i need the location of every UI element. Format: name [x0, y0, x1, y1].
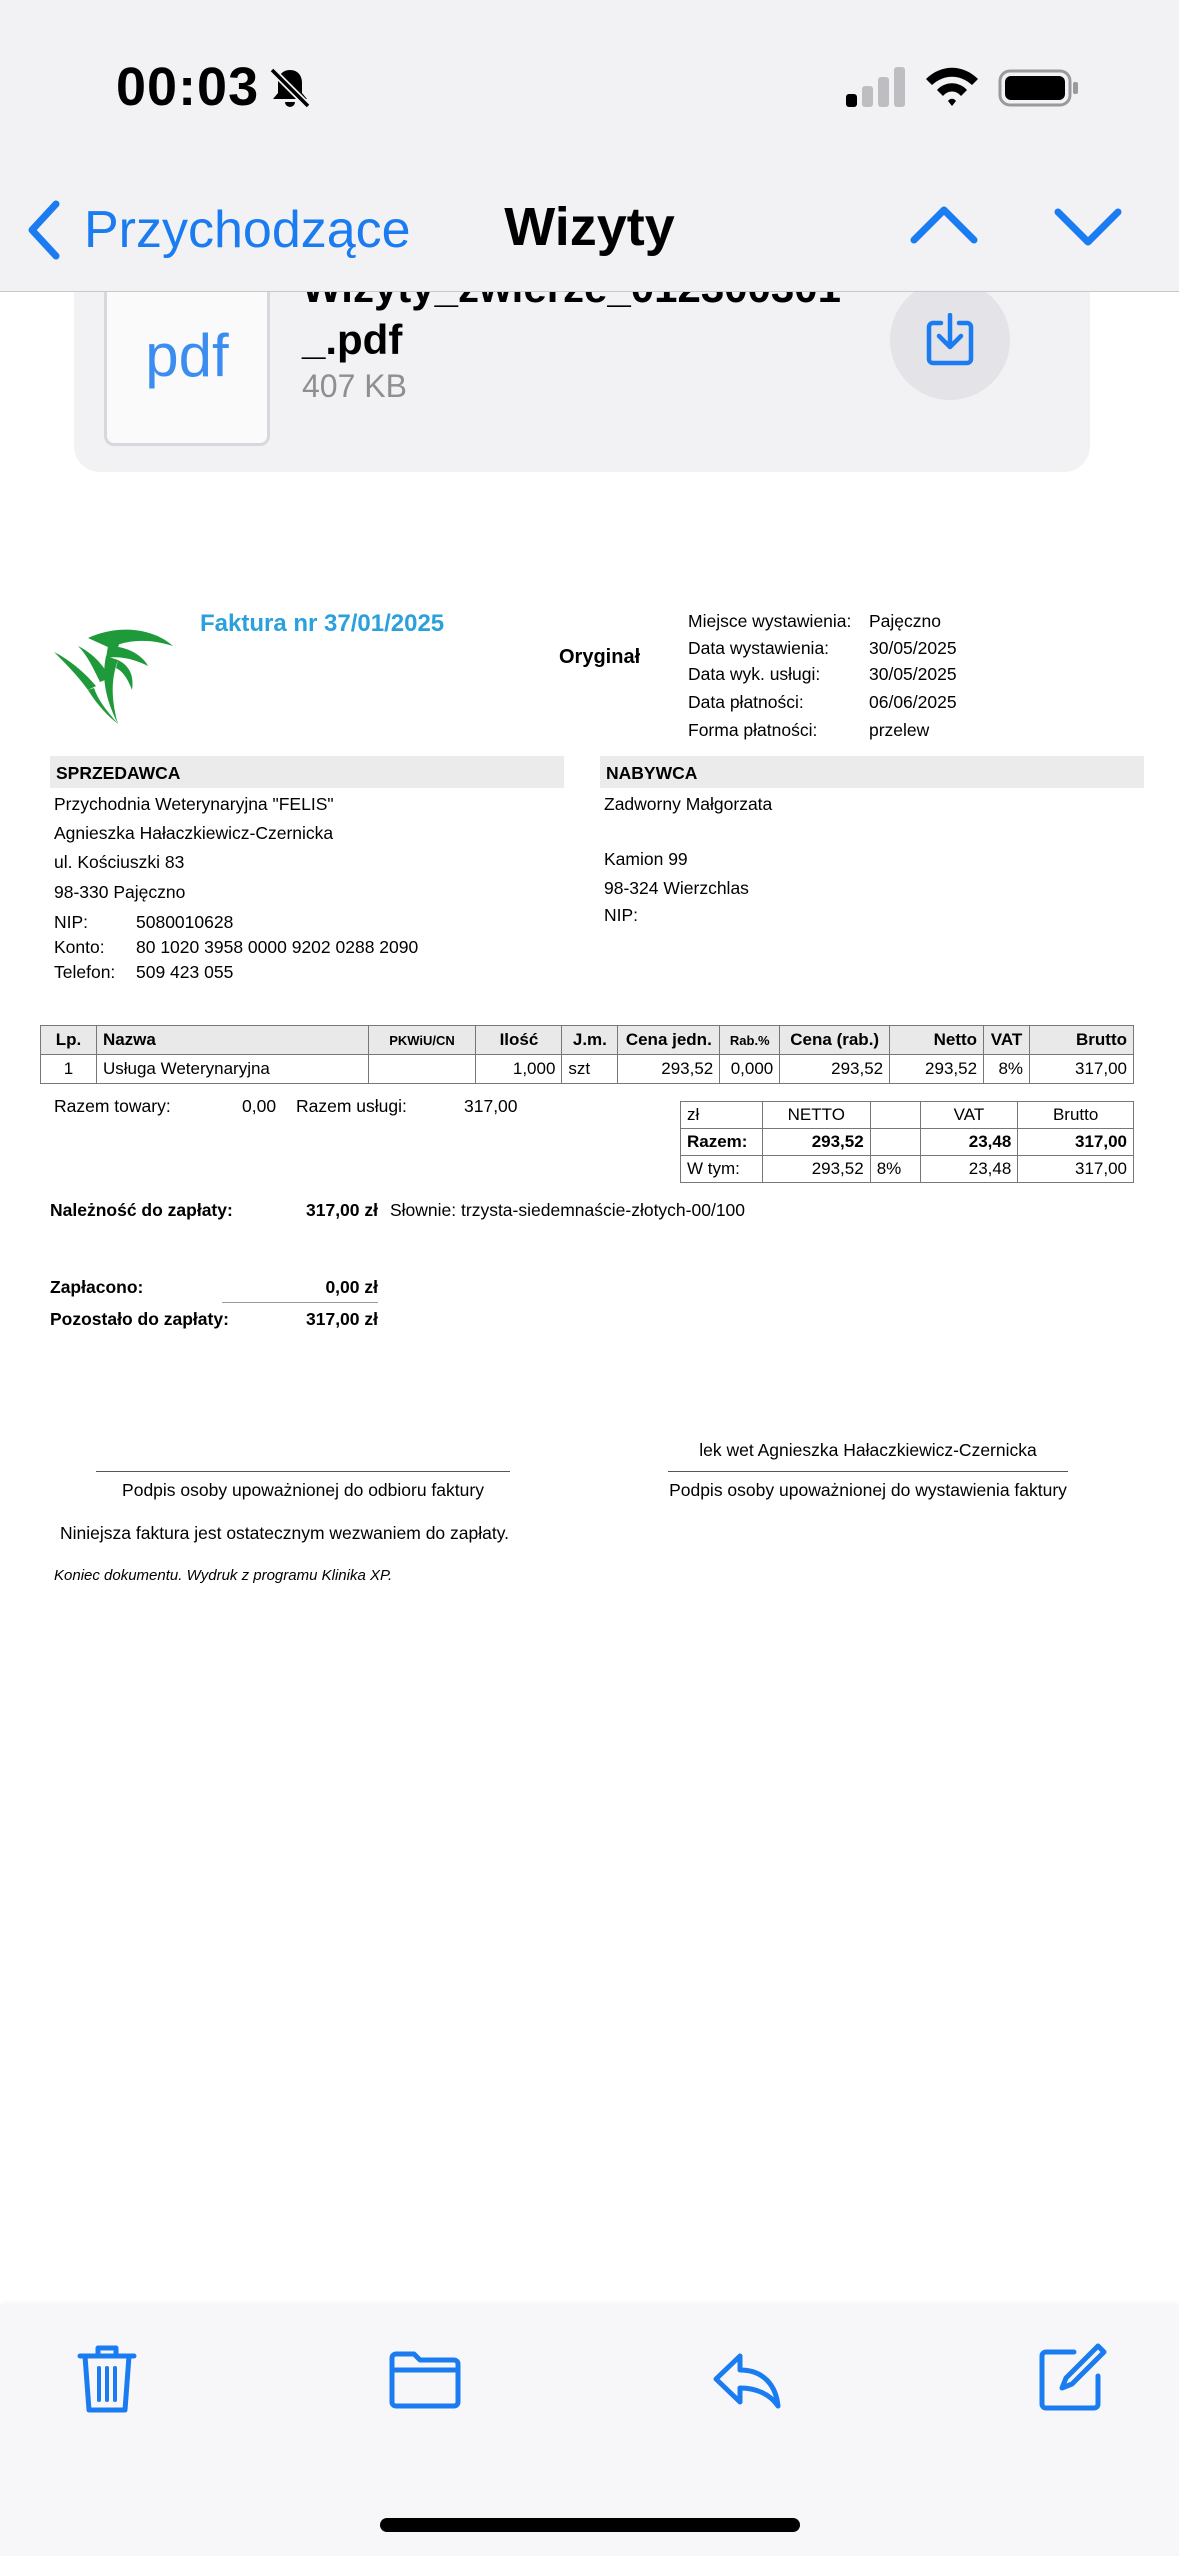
column-header: Cena jedn.: [618, 1026, 720, 1055]
cell-name: Usługa Weterynaryjna: [96, 1055, 368, 1084]
table-header-row: [41, 1026, 1134, 1055]
cell-vat: 8%: [984, 1055, 1030, 1084]
cell-price-rab: 293,52: [780, 1055, 890, 1084]
compose-icon[interactable]: [1034, 2342, 1108, 2416]
seller-line: Przychodnia Weterynaryjna "FELIS": [54, 794, 334, 814]
signature-line: [668, 1471, 1068, 1472]
cell-unit: szt: [562, 1055, 618, 1084]
column-header: PKWiU/CN: [368, 1026, 476, 1055]
pdf-thumb-label: pdf: [145, 322, 229, 389]
table-header-row: [681, 1102, 1134, 1129]
meta-label: Forma płatności:: [688, 720, 818, 740]
home-indicator[interactable]: [380, 2518, 800, 2532]
cell: 8%: [870, 1156, 920, 1183]
vat-summary-table: [680, 1101, 1134, 1183]
wifi-icon: [924, 64, 980, 108]
column-header: Netto: [890, 1026, 984, 1055]
meta-label: Data wystawienia:: [688, 638, 830, 658]
column-header: VAT: [984, 1026, 1030, 1055]
cell: W tym:: [681, 1156, 763, 1183]
original-label: Oryginał: [559, 646, 641, 668]
due-label: Należność do zapłaty:: [50, 1200, 233, 1220]
reply-icon[interactable]: [710, 2342, 784, 2416]
trash-icon[interactable]: [70, 2342, 144, 2416]
invoice-title: Faktura nr 37/01/2025: [200, 610, 445, 637]
seller-konto: 80 1020 3958 0000 9202 0288 2090: [136, 937, 419, 957]
seller-line: ul. Kościuszki 83: [54, 852, 185, 872]
seller-line: 98-330 Pajęczno: [54, 882, 186, 902]
download-icon: [925, 313, 975, 367]
cell: Razem:: [681, 1129, 763, 1156]
meta-label: Miejsce wystawienia:: [688, 611, 852, 631]
remaining-value: 317,00 zł: [306, 1309, 378, 1329]
meta-value: Pajęczno: [869, 611, 941, 631]
razem-towary-label: Razem towary:: [54, 1096, 171, 1116]
attachment-name-ext: _.pdf: [302, 316, 403, 363]
cell: Brutto: [1018, 1102, 1134, 1129]
amount-in-words: Słownie: trzysta-siedemnaście-złotych-00/100: [390, 1200, 746, 1220]
buyer-address: Kamion 99: [604, 849, 688, 869]
cell: NETTO: [762, 1102, 870, 1129]
clinic-logo-icon: [48, 616, 178, 730]
cell-pkwiu: [368, 1055, 476, 1084]
attachment-size: 407 KB: [302, 368, 407, 404]
column-header: Ilość: [476, 1026, 562, 1055]
cell: 317,00: [1018, 1129, 1134, 1156]
end-note: Koniec dokumentu. Wydruk z programu Klinika XP.: [54, 1567, 393, 1584]
due-value: 317,00 zł: [306, 1200, 378, 1220]
meta-value: 06/06/2025: [869, 692, 957, 712]
column-header: Nazwa: [96, 1026, 368, 1055]
meta-label: Data wyk. usługi:: [688, 664, 821, 684]
page-title: Wizyty: [504, 197, 675, 257]
silent-bell-icon: [268, 66, 312, 110]
cell: zł: [681, 1102, 763, 1129]
seller-tel: 509 423 055: [136, 962, 234, 982]
column-header: Brutto: [1030, 1026, 1134, 1055]
meta-value: 30/05/2025: [869, 638, 957, 658]
back-button[interactable]: [22, 190, 411, 270]
cell-brutto: 317,00: [1030, 1055, 1134, 1084]
back-button-label: Przychodzące: [84, 201, 411, 259]
cell-netto: 293,52: [890, 1055, 984, 1084]
cell-lp: 1: [41, 1055, 97, 1084]
paid-label: Zapłacono:: [50, 1277, 144, 1297]
seller-nip-label: NIP:: [54, 912, 89, 932]
cell-price: 293,52: [618, 1055, 720, 1084]
table-row: [681, 1129, 1134, 1156]
divider: [222, 1302, 378, 1303]
seller-line: Agnieszka Hałaczkiewicz-Czernicka: [54, 823, 334, 843]
cell: 293,52: [762, 1129, 870, 1156]
buyer-nip-label: NIP:: [604, 905, 639, 925]
razem-uslugi-value: 317,00: [464, 1096, 518, 1116]
cell: [870, 1102, 920, 1129]
razem-towary-value: 0,00: [242, 1096, 277, 1116]
meta-value: przelew: [869, 720, 930, 740]
cellular-signal-icon: [845, 66, 907, 108]
table-row: [681, 1156, 1134, 1183]
battery-icon: [998, 68, 1080, 108]
seller-tel-label: Telefon:: [54, 962, 116, 982]
remaining-label: Pozostało do zapłaty:: [50, 1309, 229, 1329]
final-notice: Niniejsza faktura jest ostatecznym wezwaniem do zapłaty.: [60, 1523, 510, 1543]
column-header: Rab.%: [720, 1026, 780, 1055]
seller-header: SPRZEDAWCA: [50, 756, 564, 788]
cell: 23,48: [920, 1156, 1018, 1183]
meta-label: Data płatności:: [688, 692, 804, 712]
paid-value: 0,00 zł: [325, 1277, 378, 1297]
cell: 317,00: [1018, 1156, 1134, 1183]
top-bar: [0, 0, 1179, 292]
buyer-address: 98-324 Wierzchlas: [604, 878, 749, 898]
chevron-down-icon[interactable]: [1052, 196, 1124, 256]
column-header: Lp.: [41, 1026, 97, 1055]
chevron-up-icon[interactable]: [908, 196, 980, 256]
seller-konto-label: Konto:: [54, 937, 105, 957]
buyer-name: Zadworny Małgorzata: [604, 794, 773, 814]
cell: VAT: [920, 1102, 1018, 1129]
cell-rab: 0,000: [720, 1055, 780, 1084]
buyer-header: NABYWCA: [600, 756, 1144, 788]
seller-nip: 5080010628: [136, 912, 234, 932]
column-header: J.m.: [562, 1026, 618, 1055]
download-button[interactable]: [890, 280, 1010, 400]
cell: [870, 1129, 920, 1156]
column-header: Cena (rab.): [780, 1026, 890, 1055]
cell: 293,52: [762, 1156, 870, 1183]
cell-qty: 1,000: [476, 1055, 562, 1084]
signature-line: [96, 1471, 510, 1472]
signature-receiver-label: Podpis osoby upoważnionej do odbioru faktury: [122, 1480, 484, 1500]
status-time: 00:03: [116, 57, 260, 117]
table-row: [41, 1055, 1134, 1084]
issuer-name: lek wet Agnieszka Hałaczkiewicz-Czernicka: [699, 1440, 1037, 1460]
items-table: [40, 1025, 1134, 1084]
signature-issuer-label: Podpis osoby upoważnionej do wystawienia faktury: [669, 1480, 1067, 1500]
cell: 23,48: [920, 1129, 1018, 1156]
razem-uslugi-label: Razem usługi:: [296, 1096, 407, 1116]
meta-value: 30/05/2025: [869, 664, 957, 684]
chevron-left-icon: [22, 198, 66, 262]
folder-icon[interactable]: [388, 2342, 462, 2416]
